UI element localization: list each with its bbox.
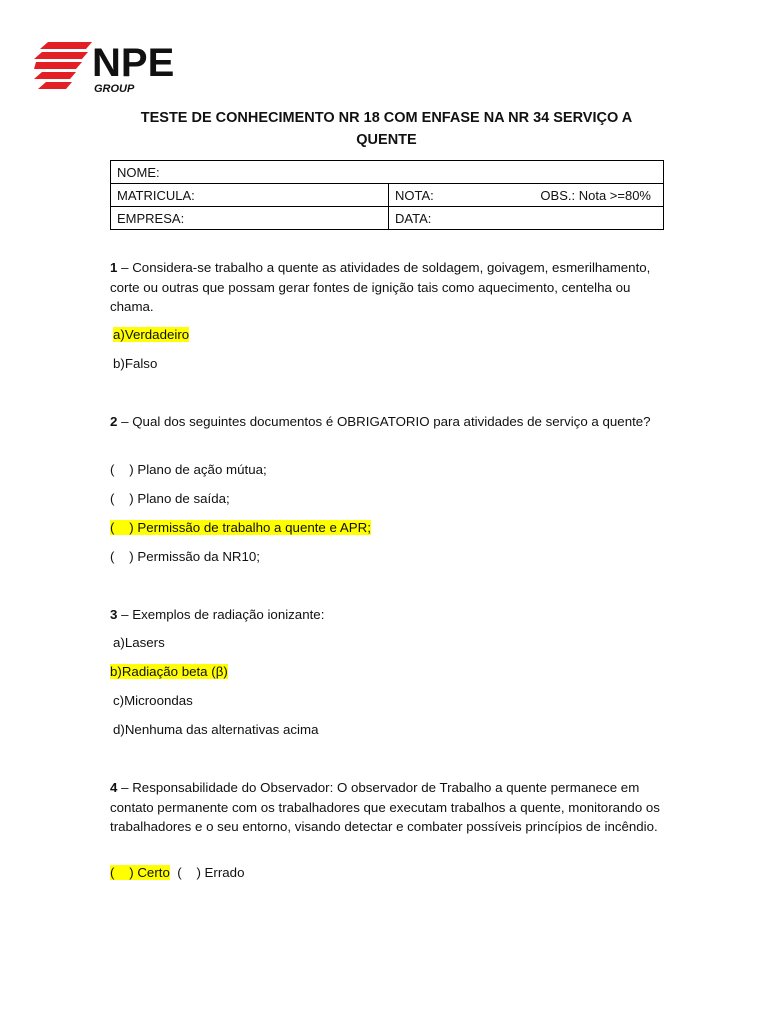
question-3-option-b[interactable]: b)Radiação beta (β) [110, 664, 228, 679]
npe-group-logo [34, 40, 214, 96]
question-2-number: 2 [110, 414, 118, 429]
question-3-number: 3 [110, 607, 118, 622]
question-2-option-4[interactable]: ( ) Permissão da NR10; [110, 549, 261, 564]
document-title [110, 107, 663, 151]
logo-sub-text: GROUP [94, 83, 135, 95]
question-4-option-errado[interactable]: ( ) Errado [177, 865, 245, 880]
matricula-label: MATRICULA: [117, 187, 195, 203]
empresa-field[interactable] [111, 207, 389, 230]
title-line-2: QUENTE [356, 132, 417, 148]
question-1-number: 1 [110, 260, 118, 275]
npe-logo-graphic [34, 40, 214, 96]
empresa-label: EMPRESA: [117, 210, 185, 226]
question-4-options [110, 864, 244, 882]
nome-field[interactable] [111, 161, 664, 184]
question-3-option-d[interactable]: d)Nenhuma das alternativas acima [113, 722, 319, 737]
matricula-field[interactable] [111, 184, 389, 207]
question-2-option-3[interactable]: ( ) Permissão de trabalho a quente e APR; [110, 520, 371, 535]
question-3-text: 3 – Exemplos de radiação ionizante: [110, 607, 325, 622]
question-1-option-b[interactable]: b)Falso [113, 356, 158, 371]
question-2-body: Qual dos seguintes documentos é OBRIGATORIO para atividades de serviço a quente? [132, 414, 651, 429]
identification-table [110, 160, 664, 230]
question-2-text: 2 – Qual dos seguintes documentos é OBRIGATORIO para atividades de serviço a quente? [110, 414, 651, 429]
question-4-option-certo[interactable]: ( ) Certo [110, 865, 170, 880]
nota-label: NOTA: [395, 187, 434, 203]
question-3-option-a[interactable]: a)Lasers [113, 635, 165, 650]
data-field[interactable] [389, 207, 664, 230]
nota-field[interactable] [389, 184, 664, 207]
question-4-number: 4 [110, 780, 118, 795]
question-1-text: 1 – Considera-se trabalho a quente as atividades de soldagem, goivagem, esmerilhamento, corte ou outras que possam gerar fontes de ignição tais como aquecimento, centelha ou chama. [110, 260, 651, 314]
logo-brand-text: NPE [92, 41, 175, 85]
question-1-body: Considera-se trabalho a quente as atividades de soldagem, goivagem, esmerilhamento, corte ou outras que possam gerar fontes de ignição tais como aquecimento, centelha ou chama. [110, 260, 651, 314]
question-3-option-c[interactable]: c)Microondas [113, 693, 193, 708]
data-label: DATA: [395, 210, 432, 226]
question-3-body: Exemplos de radiação ionizante: [132, 607, 325, 622]
obs-label: OBS.: Nota >=80% [540, 187, 651, 203]
question-2-option-2[interactable]: ( ) Plano de saída; [110, 491, 230, 506]
title-line-1: TESTE DE CONHECIMENTO NR 18 COM ENFASE NA NR 34 SERVIÇO A [140, 110, 633, 126]
question-4-text: 4 – Responsabilidade do Observador: O observador de Trabalho a quente permanece em contato permanente com os trabalhadores que executam trabalhos a quente, monitorando os trabalhadores e o seu entorno, visando detectar e combater possíveis princípios de incêndio. [110, 780, 660, 834]
nome-label: NOME: [117, 164, 160, 180]
question-4-body: Responsabilidade do Observador: O observador de Trabalho a quente permanece em contato permanente com os trabalhadores que executam trabalhos a quente, monitorando os trabalhadores e o seu entorno, visando detectar e combater possíveis princípios de incêndio. [110, 780, 660, 834]
question-1-option-a[interactable]: a)Verdadeiro [113, 327, 190, 342]
question-2-option-1[interactable]: ( ) Plano de ação mútua; [110, 462, 267, 477]
